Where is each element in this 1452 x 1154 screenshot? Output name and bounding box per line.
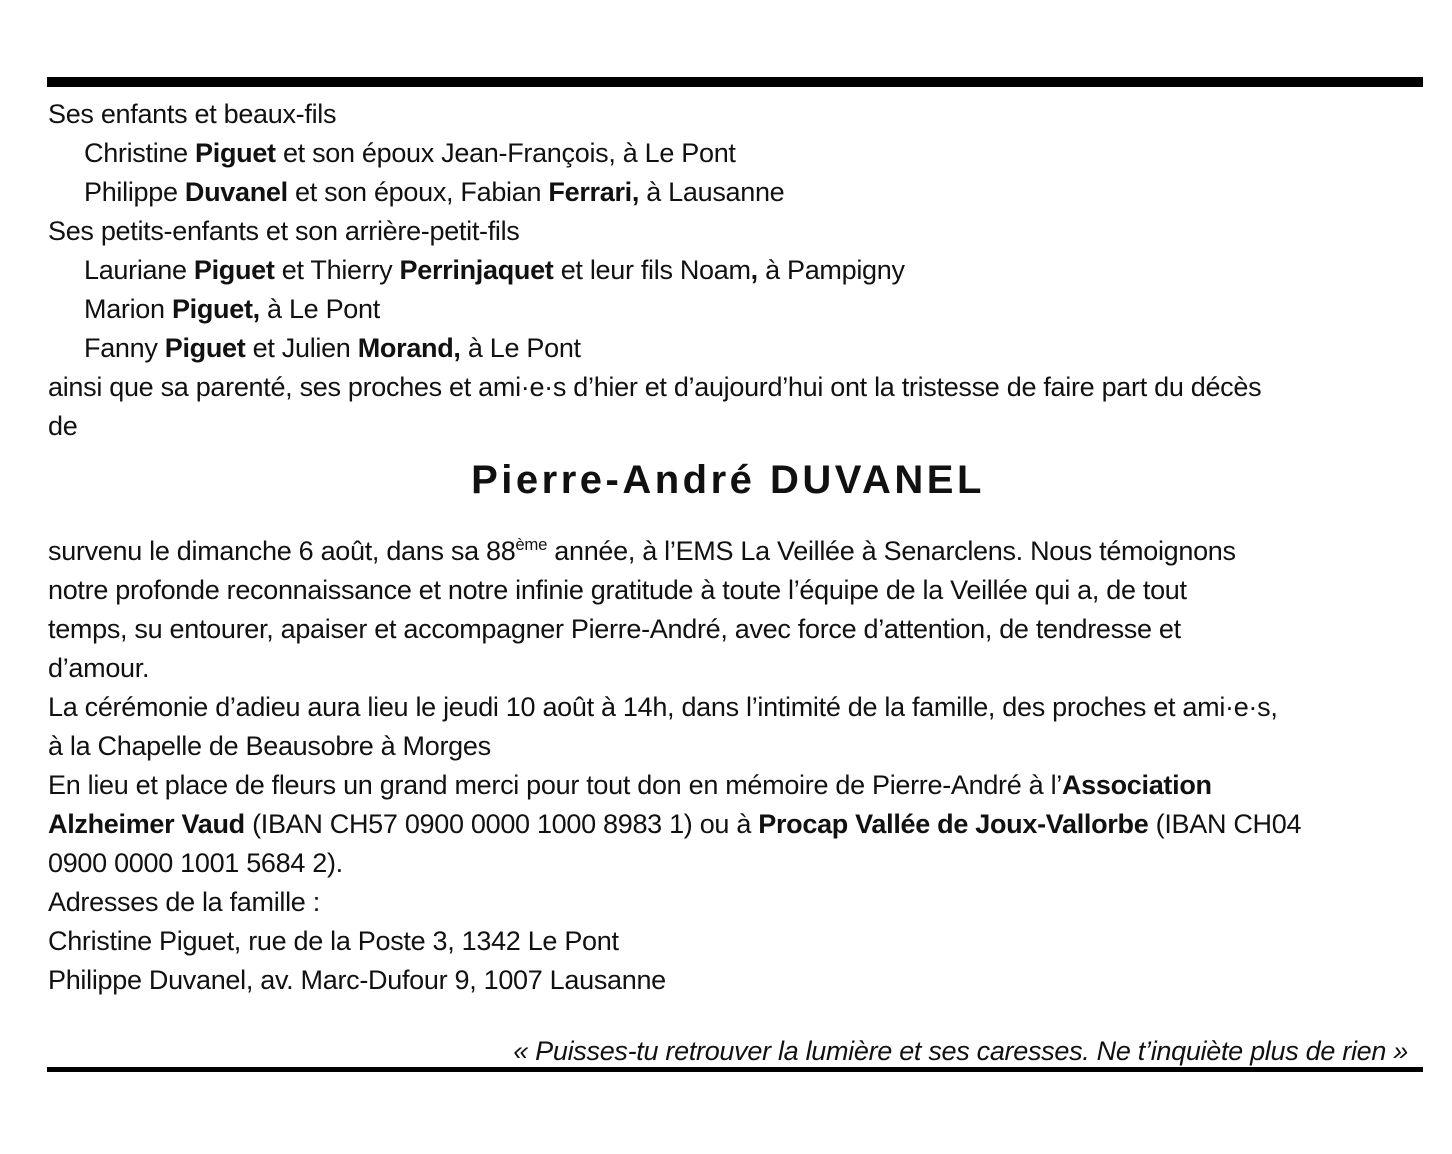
text-segment: La cérémonie d’adieu aura lieu le jeudi 10 août à 14h, dans l’intimité de la famille, des proches et ami·e·s, (48, 692, 1278, 722)
text-segment: de (48, 411, 78, 441)
announcement-line (48, 688, 1408, 727)
text-segment: Ses petits-enfants et son arrière-petit-fils (48, 216, 520, 246)
text-segment: Association (1061, 770, 1212, 800)
text-segment: Procap Vallée de Joux-Vallorbe (758, 809, 1149, 839)
text-segment: Perrinjaquet (399, 255, 554, 285)
text-segment: à Le Pont (460, 333, 581, 363)
family-line (48, 134, 1408, 173)
announcement-line (48, 532, 1408, 571)
text-segment: ème (515, 535, 548, 554)
text-segment: ainsi que sa parenté, ses proches et ami·e·s d’hier et d’aujourd’hui ont la tristesse de faire part du décès (48, 372, 1262, 402)
family-line (48, 290, 1408, 329)
announcement-line (48, 922, 1408, 961)
text-segment: Philippe (84, 177, 185, 207)
announcement-section (48, 532, 1408, 1000)
text-segment: et son époux, Fabian (287, 177, 549, 207)
announcement-line (48, 961, 1408, 1000)
text-segment: Christine Piguet, rue de la Poste 3, 1342 Le Pont (48, 926, 619, 956)
text-segment: à la Chapelle de Beausobre à Morges (48, 731, 491, 761)
family-line (48, 173, 1408, 212)
text-segment: et Thierry (274, 255, 400, 285)
text-segment: notre profonde reconnaissance et notre infinie gratitude à toute l’équipe de la Veillée qui a, de tout (48, 575, 1187, 605)
top-rule (47, 77, 1423, 87)
text-segment: Duvanel (184, 177, 288, 207)
text-segment: (IBAN CH57 0900 0000 1000 8983 1) ou à (244, 809, 759, 839)
text-segment: Fanny (84, 333, 165, 363)
announcement-line (48, 844, 1408, 883)
text-segment: Philippe Duvanel, av. Marc-Dufour 9, 1007 Lausanne (48, 965, 666, 995)
text-segment: à Lausanne (639, 177, 785, 207)
announcement-line (48, 766, 1408, 805)
text-segment: Ferrari, (548, 177, 640, 207)
family-section (48, 95, 1408, 446)
obituary-content (48, 95, 1408, 1066)
text-segment: temps, su entourer, apaiser et accompagner Pierre-André, avec force d’attention, de tendresse et (48, 614, 1181, 644)
text-segment: et leur fils Noam (553, 255, 751, 285)
text-segment: Morand, (357, 333, 461, 363)
text-segment: Alzheimer Vaud (48, 809, 245, 839)
text-segment: , (750, 255, 758, 285)
announcement-line (48, 571, 1408, 610)
text-segment: d’amour. (48, 653, 150, 683)
text-segment: Piguet (164, 333, 246, 363)
announcement-line (48, 610, 1408, 649)
text-segment: Christine (84, 138, 196, 168)
text-segment: (IBAN CH04 (1148, 809, 1302, 839)
text-segment: Piguet, (171, 294, 260, 324)
family-line (48, 251, 1408, 290)
family-line (48, 95, 1408, 134)
text-segment: et son époux Jean-François, à Le Pont (275, 138, 736, 168)
farewell-quote: « Puisses-tu retrouver la lumière et ses caresses. Ne t’inquiète plus de rien » (513, 1036, 1408, 1066)
text-segment: Lauriane (84, 255, 194, 285)
family-line (48, 329, 1408, 368)
text-segment: Piguet (193, 255, 275, 285)
text-segment: à Pampigny (757, 255, 905, 285)
text-segment: Ses enfants et beaux-fils (48, 99, 337, 129)
announcement-line (48, 805, 1408, 844)
text-segment: En lieu et place de fleurs un grand merci pour tout don en mémoire de Pierre-André à l’ (48, 770, 1062, 800)
text-segment: Marion (84, 294, 172, 324)
bottom-rule (47, 1067, 1423, 1072)
text-segment: Piguet (195, 138, 276, 168)
text-segment: 0900 0000 1001 5684 2). (48, 848, 343, 878)
family-line (48, 368, 1408, 407)
deceased-name: Pierre-André DUVANEL (471, 458, 985, 502)
family-line (48, 212, 1408, 251)
text-segment: à Le Pont (259, 294, 380, 324)
text-segment: et Julien (245, 333, 358, 363)
family-line (48, 407, 1408, 446)
announcement-line (48, 727, 1408, 766)
announcement-line (48, 883, 1408, 922)
text-segment: survenu le dimanche 6 août, dans sa 88 (48, 536, 516, 566)
announcement-line (48, 649, 1408, 688)
text-segment: année, à l’EMS La Veillée à Senarclens. Nous témoignons (547, 536, 1236, 566)
text-segment: Adresses de la famille : (48, 887, 320, 917)
